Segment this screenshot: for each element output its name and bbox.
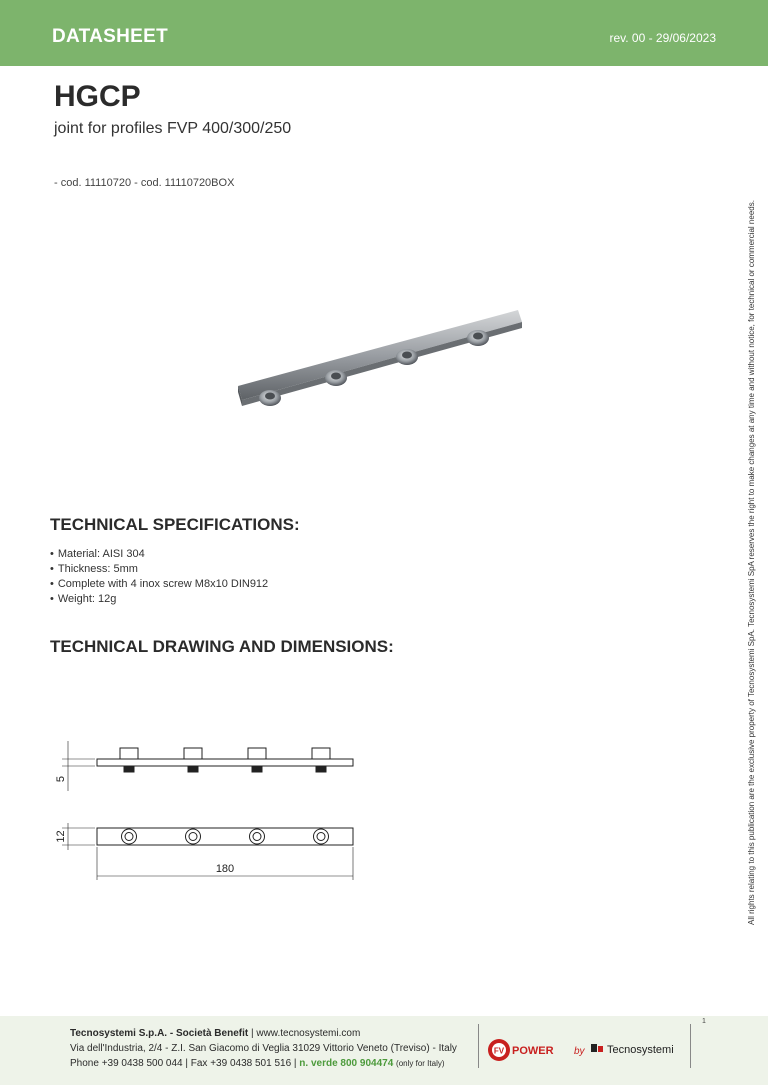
product-code: HGCP [54,80,141,113]
svg-text:FV: FV [493,1046,505,1056]
website-link[interactable]: www.tecnosystemi.com [256,1028,361,1039]
doc-type-title: DATASHEET [52,26,168,47]
spec-item: • Thickness: 5mm [50,562,268,577]
by-label: by [574,1046,585,1057]
specs-title: TECHNICAL SPECIFICATIONS: [50,515,300,534]
company-address: Via dell'Industria, 2/4 - Z.I. San Giacomo di Veglia 31029 Vittorio Veneto (Treviso) - Italy [70,1043,457,1054]
revision-label: rev. 00 - 29/06/2023 [609,31,716,45]
copyright-side-note: All rights relating to this publication are the exclusive property of Tecnosystemi SpA. Tecnosystemi SpA reserves the right to make changes at any time and without notice, for technical or commercial needs. [747,200,756,925]
footer [0,1016,768,1085]
spec-item: • Complete with 4 inox screw M8x10 DIN912 [50,577,268,592]
brand-logos [487,1036,687,1068]
company-name: Tecnosystemi S.p.A. - Società Benefit [70,1028,249,1039]
toll-free-note: (only for Italy) [396,1059,445,1068]
toll-free-number: n. verde 800 904474 [299,1058,394,1069]
footer-divider-right [690,1024,691,1068]
footer-divider-left [478,1024,479,1068]
specs-list [50,547,268,607]
fax-number: Fax +39 0438 501 516 [190,1058,292,1069]
svg-text:Tecnosystemi: Tecnosystemi [607,1044,674,1056]
spec-item: • Weight: 12g [50,592,268,607]
page-number: 1 [702,1018,706,1025]
dim-thickness-label: 5 [55,775,67,783]
tecnosystemi-logo [591,1044,674,1056]
svg-text:POWER: POWER [512,1045,554,1057]
product-codes: - cod. 11110720 - cod. 11110720BOX [54,177,235,189]
dim-length-label: 180 [215,863,235,875]
side-view [62,741,353,791]
fv-power-logo [488,1039,554,1061]
product-description: joint for profiles FVP 400/300/250 [54,120,292,137]
technical-drawing [50,735,370,885]
drawing-title: TECHNICAL DRAWING AND DIMENSIONS: [50,637,394,656]
company-info: Tecnosystemi S.p.A. - Società Benefit | www.tecnosystemi.com Via dell'Industria, 2/4 - Z.I. San Giacomo di Veglia 31029 Vittorio Veneto (Treviso) - Italy Phone +39 0438 500 044 | Fax +39 0438 501 516 | n. verde 800 904474 (only for Italy) [70,1028,457,1069]
product-photo [230,300,530,415]
spec-item: • Material: AISI 304 [50,547,268,562]
phone-number: Phone +39 0438 500 044 [70,1058,183,1069]
header-bar [0,0,768,66]
top-view [62,823,353,880]
dim-width-label: 12 [55,830,67,843]
